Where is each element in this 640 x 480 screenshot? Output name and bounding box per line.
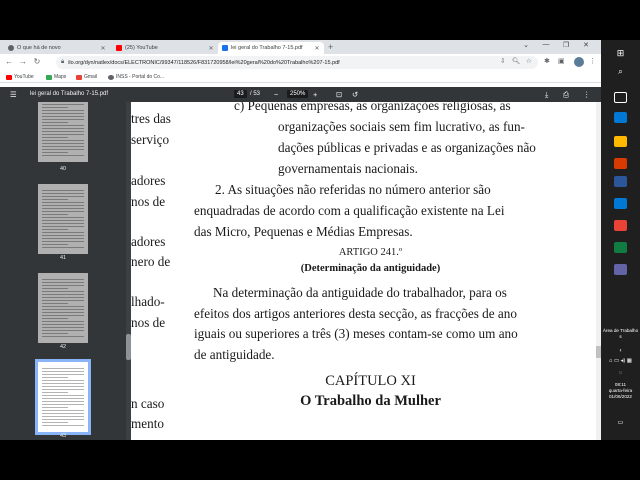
thumbnail-text-line [42,229,68,230]
forward-button[interactable]: → [19,57,27,66]
thumbnail-text-line [42,306,84,307]
thumbnail-text-line [42,422,68,423]
thumbnail-text-line [42,217,84,218]
tab-youtube[interactable]: (25) YouTube ✕ [112,42,218,54]
thumbnail-text-line [42,146,84,147]
thumbnail-text-line [42,152,68,153]
thumbnail-text-line [42,398,84,399]
thumbnail-text-line [42,309,84,310]
thumbnail-text-line [42,214,68,215]
menu-dots-icon[interactable]: ⋮ [589,58,596,65]
thumbnail-label: 40 [59,166,67,172]
more-options-icon[interactable]: ⋮ [583,90,591,99]
thumbnail-text-line [42,143,84,144]
thumbnail-text-line [42,324,84,325]
thumbnail-text-line [42,380,84,381]
left-column-text: tres das [131,111,171,126]
tab-whats-new[interactable]: O que há de novo ✕ [4,42,110,54]
excel-icon[interactable] [614,242,627,253]
back-button[interactable]: ← [5,57,13,66]
download-icon[interactable]: ⤓ [545,90,549,99]
thumbnail-text-line [42,368,84,369]
pdf-toolbar [0,87,601,102]
zoom-out-button[interactable]: − [274,90,279,99]
bookmark-youtube[interactable]: YouTube [6,73,34,81]
thumbnail-text-line [42,125,84,126]
maximize-button[interactable]: ❐ [562,42,570,49]
extensions-icon[interactable]: ✱ [544,58,550,65]
body-text-line: Na determinação da antiguidade do trabalhador, para os [213,285,507,300]
sidepanel-icon[interactable]: ▣ [558,58,565,65]
pdf-page [131,102,601,440]
thumbnail-text-line [42,377,68,378]
left-column-text: adores [131,173,166,188]
thumbnail-text-line [42,413,84,414]
left-column-text: nero de [131,254,171,269]
bookmark-maps[interactable]: Maps [46,73,66,81]
clock-day: quarta-feira [608,388,633,393]
thumbnail-text-line [42,419,84,420]
hamburger-menu-icon[interactable]: ☰ [10,90,17,99]
thumbnail-text-line [42,193,84,194]
thumbnail-text-line [42,383,84,384]
lock-icon: 🔒︎ [61,59,65,65]
close-icon[interactable]: ✕ [208,45,214,52]
thumbnail-text-line [42,297,84,298]
profile-avatar[interactable] [574,57,584,67]
thumbnail-text-line [42,374,84,375]
thumbnail-text-line [42,134,84,135]
desktop-shortcut-suffix: s [619,334,622,339]
thumbnail-text-line [42,155,84,156]
rotate-icon[interactable]: ↺ [352,90,359,99]
thumbnail-text-line [42,386,84,387]
minimize-button[interactable]: — [542,41,550,48]
thumbnail-text-line [42,220,84,221]
left-column-text: serviço [131,132,170,147]
thumbnail-text-line [42,392,68,393]
body-text-line: de antiguidade. [194,347,275,362]
thumbnail-text-line [42,110,84,111]
pdf-filename: lei geral do Trabalho 7-15.pdf [30,91,109,97]
thumbnail-text-line [42,196,84,197]
settings-favicon-icon [8,45,14,51]
thumbnail-text-line [42,247,84,248]
bookmarks-bar [0,71,601,83]
thumbnail-text-line [42,425,84,426]
chat-icon[interactable]: ▭ [617,420,624,426]
body-text-line: das Micro, Pequenas e Médias Empresas. [194,224,413,239]
clock-date: 01/06/2022 [609,394,632,399]
url-text: ilo.org/dyn/natlex/docs/ELECTRONIC/99347/118526/F831720958/lei%20geral%20do%20Trabalho%207-15.pdf [68,59,340,66]
inss-icon [108,75,114,80]
thumbnail-text-line [42,371,84,372]
thumbnail-text-line [42,327,84,328]
thumbnail-text-line [42,300,84,301]
thumbnail-text-line [42,404,84,405]
left-column-text: nos de [131,194,166,209]
desktop-shortcut-label[interactable]: Área de Trabalho [602,328,639,333]
thumbnail-text-line [42,312,84,313]
body-text-line: enquadradas de acordo com a qualificação existente na Lei [194,203,505,218]
left-column-text: lhado- [131,294,165,309]
thumbnail-text-line [42,205,84,206]
thumbnail-text-line [42,410,84,411]
thumbnail-text-line [42,291,84,292]
file-explorer-icon[interactable] [614,136,627,147]
thumbnail-text-line [42,122,68,123]
article-title: ARTIGO 241.º [338,247,403,258]
thumbnail-text-line [42,238,84,239]
thumbnail-text-line [42,333,68,334]
thumbnail-text-line [42,336,84,337]
thumbnail-text-line [42,241,84,242]
chevron-down-icon[interactable]: ⌄ [523,42,529,49]
thumbnail-text-line [42,199,68,200]
thumbnail-text-line [42,113,84,114]
thumbnail-sidebar [0,102,126,440]
thumbnail-text-line [42,190,84,191]
windows-start-icon[interactable]: ⊞ [616,48,625,58]
left-column-text: adores [131,234,166,249]
clock-time[interactable]: 08:11 [614,382,627,387]
outlook-icon[interactable] [614,198,627,209]
thumbnail-text-line [42,211,84,212]
thumbnail-text-line [42,119,84,120]
browser-window [0,40,601,440]
thumbnail-text-line [42,140,84,141]
thumbnail-text-line [42,235,84,236]
body-text-line: 2. As situações não referidas no número anterior são [215,182,491,197]
maps-icon [46,75,52,80]
thumbnail-text-line [42,407,68,408]
youtube-icon [6,75,12,80]
thumbnail-text-line [42,244,68,245]
close-icon[interactable]: ✕ [314,45,320,52]
notification-icon[interactable]: ◌ [618,370,623,376]
thumbnail-text-line [42,131,84,132]
close-icon[interactable]: ✕ [100,45,106,52]
thumbnail-text-line [42,107,68,108]
star-icon[interactable]: ☆ [526,58,532,65]
new-tab-button[interactable]: + [328,42,334,52]
thumbnail-text-line [42,137,68,138]
total-pages: / 53 [250,91,261,97]
gmail-icon [76,75,82,80]
thumbnail-text-line [42,285,84,286]
chrome-icon[interactable] [614,220,627,231]
teams-icon[interactable] [614,264,627,275]
thumbnail-text-line [42,279,84,280]
body-text-line: c) Pequenas empresas, as organizações religiosas, as [234,102,511,113]
tab-strip [0,40,601,54]
thumbnail-text-line [42,315,84,316]
zoom-in-button[interactable]: + [313,90,318,99]
tab-pdf[interactable]: lei geral do Trabalho 7-15.pdf ✕ [218,42,324,54]
thumbnail-text-line [42,288,68,289]
thumbnail-text-line [42,232,84,233]
thumbnail-text-line [42,330,84,331]
task-view-icon[interactable] [614,92,627,103]
left-column-text: mento [131,416,164,431]
thumbnail-text-line [42,401,84,402]
thumbnail-text-line [42,321,84,322]
thumbnail-text-line [42,223,84,224]
thumbnail-text-line [42,416,84,417]
chevron-left-icon[interactable]: ‹ [619,348,622,354]
left-column-text: nos de [131,315,166,330]
body-text-line: iguais ou superiores a três (3) meses contam-se como um ano [194,326,518,341]
thumbnail-text-line [42,116,84,117]
zoom-icon[interactable]: 🔍︎ [512,58,521,65]
tray-icons[interactable]: ⌂ ▭ ◂) ▦ [609,358,632,364]
calendar-app-icon[interactable] [614,158,627,169]
window-close-button[interactable]: ✕ [583,42,589,49]
body-text-line: governamentais nacionais. [278,161,418,176]
bookmark-inss[interactable]: INSS - Portal do Co... [108,73,164,81]
body-text-line: efeitos dos artigos anteriores desta secção, as fracções de ano [194,306,517,321]
page-thumbnail-43[interactable] [38,362,88,432]
thumbnail-text-line [42,128,84,129]
thumbnail-text-line [42,104,84,105]
page-number-input[interactable]: 43 [234,90,247,98]
thumbnail-label: 42 [59,344,67,350]
thumbnail-label: 41 [59,255,67,261]
thumbnail-text-line [42,303,68,304]
windows-taskbar [601,40,640,440]
print-icon[interactable]: ⎙ [563,90,569,99]
article-subtitle: (Determinação da antiguidade) [300,263,441,274]
word-icon[interactable] [614,176,627,187]
reload-button[interactable]: ↻ [33,57,41,66]
bookmark-gmail[interactable]: Gmail [76,73,97,81]
page-thumbnail-40[interactable] [38,102,88,162]
thumbnail-text-line [42,149,84,150]
download-pdf-icon[interactable]: ⇩ [500,58,506,65]
chapter-title: CAPÍTULO XI [325,373,416,389]
thumbnail-text-line [42,208,84,209]
edge-icon[interactable] [614,112,627,123]
thumbnail-text-line [42,202,84,203]
page-thumbnail-41[interactable] [38,184,88,254]
page-thumbnail-42[interactable] [38,273,88,343]
thumbnail-text-line [42,389,84,390]
url-field[interactable] [56,56,538,69]
pdf-viewer [0,102,601,440]
search-icon[interactable]: ⌕ [618,67,623,76]
thumbnail-text-line [42,395,84,396]
thumbnail-text-line [42,226,84,227]
fit-page-icon[interactable]: ⊡ [336,90,343,99]
body-text-line: dações públicas e privadas e as organizações não [278,140,536,155]
thumbnail-text-line [42,282,84,283]
body-text-line: organizações sociais sem fim lucrativo, as fun- [278,119,525,134]
thumbnail-text-line [42,318,68,319]
thumbnail-text-line [42,294,84,295]
left-column-text: n caso [131,396,165,411]
globe-favicon-icon [222,45,228,51]
chapter-subtitle: O Trabalho da Mulher [300,393,441,409]
address-bar-row [0,54,601,71]
thumbnail-label: 43 [59,433,67,439]
zoom-level-input[interactable]: 250% [287,90,308,98]
youtube-favicon-icon [116,45,122,51]
